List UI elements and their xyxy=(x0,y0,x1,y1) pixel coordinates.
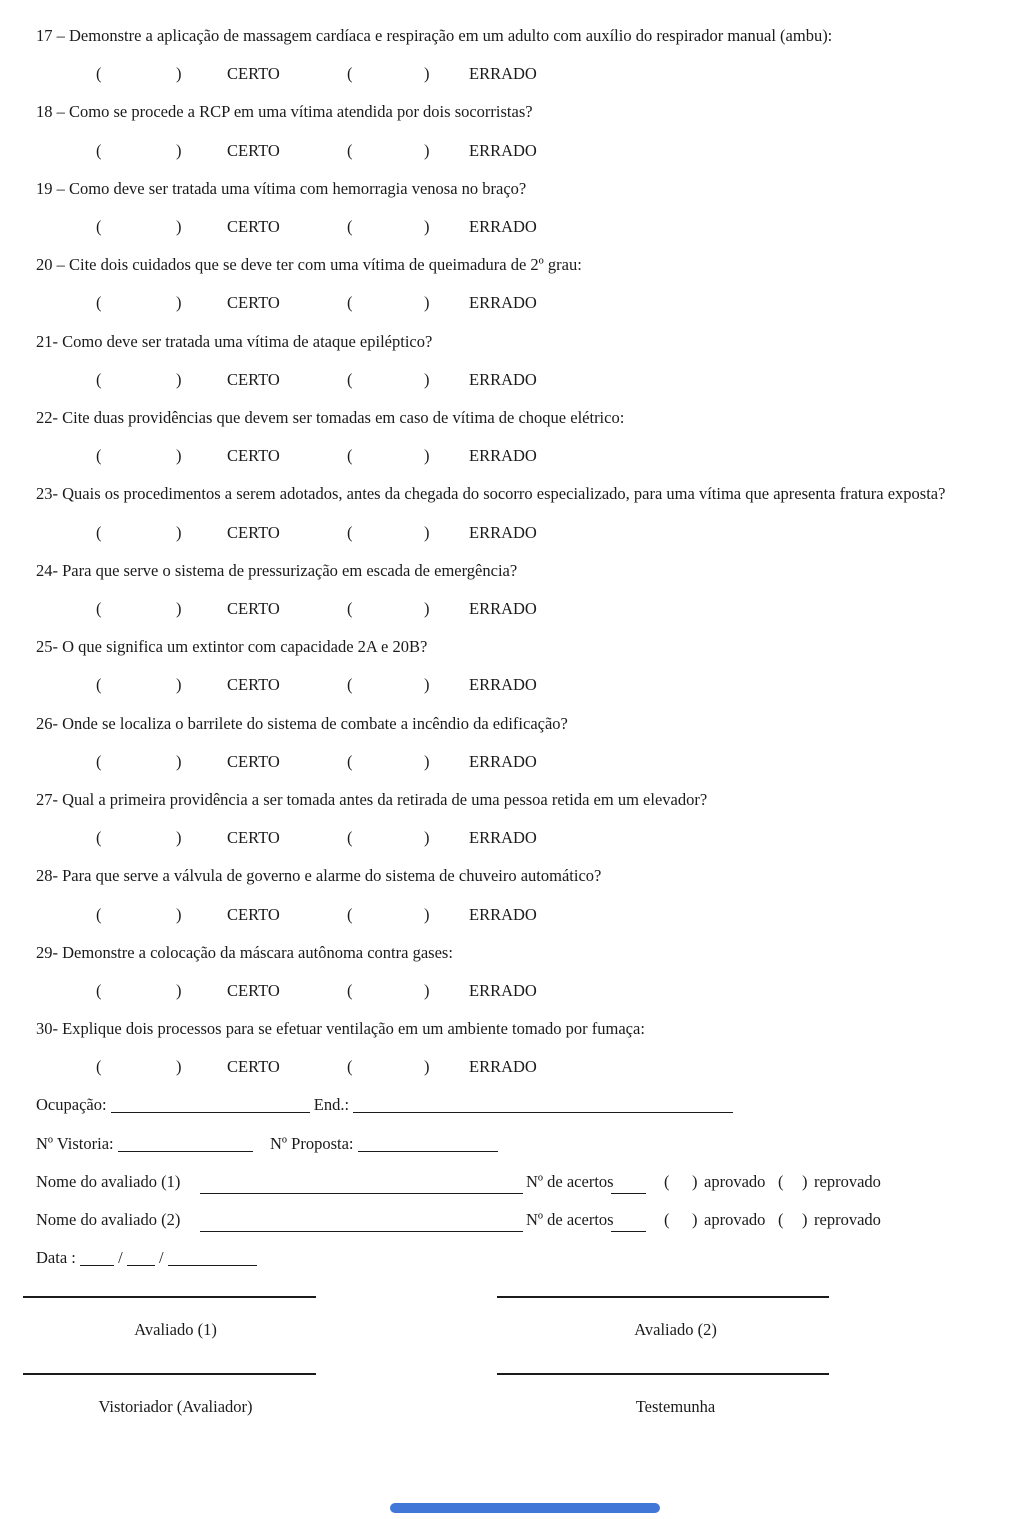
question-block xyxy=(36,93,1031,169)
avaliado2-reprovado-open-paren[interactable]: ( xyxy=(778,1210,784,1230)
answer-options-row xyxy=(36,819,1031,857)
errado-checkbox-close-paren[interactable]: ) xyxy=(424,64,430,84)
question-text: 27- Qual a primeira providência a ser tomada antes da retirada de uma pessoa retida em um elevador? xyxy=(36,789,708,809)
errado-label: ERRADO xyxy=(469,751,537,771)
signature-lines-row-1 xyxy=(36,1296,1031,1298)
answer-options-row xyxy=(36,743,1031,781)
avaliado2-signature-line[interactable] xyxy=(497,1296,829,1298)
question-text: 26- Onde se localiza o barrilete do sistema de combate a incêndio da edificação? xyxy=(36,713,568,733)
certo-label: CERTO xyxy=(227,751,280,771)
answer-options-row xyxy=(36,666,1031,704)
certo-checkbox-open-paren[interactable]: ( xyxy=(96,980,102,1000)
ocupacao-label: Ocupação: xyxy=(36,1095,107,1115)
errado-label: ERRADO xyxy=(469,522,537,542)
avaliado1-reprovado-close-paren[interactable]: ) xyxy=(802,1171,808,1191)
errado-checkbox-close-paren[interactable]: ) xyxy=(424,828,430,848)
certo-label: CERTO xyxy=(227,828,280,848)
avaliado2-reprovado-label: reprovado xyxy=(814,1210,881,1230)
spacer xyxy=(316,1396,497,1418)
errado-checkbox-close-paren[interactable]: ) xyxy=(424,751,430,771)
errado-label: ERRADO xyxy=(469,369,537,389)
errado-checkbox-close-paren[interactable]: ) xyxy=(424,675,430,695)
spacer xyxy=(316,1319,497,1341)
signature-lines-row-2 xyxy=(36,1373,1031,1375)
endereco-blank-line[interactable] xyxy=(353,1098,733,1113)
spacer xyxy=(316,1296,497,1298)
certo-checkbox-open-paren[interactable]: ( xyxy=(96,522,102,542)
answer-options-row xyxy=(36,361,1031,399)
question-block xyxy=(36,17,1031,93)
data-mes-blank-line[interactable] xyxy=(127,1251,155,1266)
certo-checkbox-open-paren[interactable]: ( xyxy=(96,675,102,695)
errado-checkbox-open-paren[interactable]: ( xyxy=(347,828,353,848)
errado-label: ERRADO xyxy=(469,828,537,848)
question-text: 17 – Demonstre a aplicação de massagem cardíaca e respiração em um adulto com auxílio do respirador manual (ambu): xyxy=(36,26,833,45)
errado-checkbox-open-paren[interactable]: ( xyxy=(347,64,353,84)
errado-checkbox-open-paren[interactable]: ( xyxy=(347,904,353,924)
errado-checkbox-close-paren[interactable]: ) xyxy=(424,293,430,313)
certo-checkbox-close-paren[interactable]: ) xyxy=(176,598,182,618)
question-text: 25- O que significa um extintor com capacidade 2A e 20B? xyxy=(36,637,428,657)
avaliado2-aprovado-close-paren[interactable]: ) xyxy=(692,1210,698,1230)
certo-checkbox-open-paren[interactable]: ( xyxy=(96,293,102,313)
question-text: 30- Explique dois processos para se efetuar ventilação em um ambiente tomado por fumaça: xyxy=(36,1019,645,1039)
signature-labels-row-2 xyxy=(36,1396,1031,1418)
answer-options-row xyxy=(36,514,1031,552)
errado-label: ERRADO xyxy=(469,293,537,313)
question-text: 19 – Como deve ser tratada uma vítima com hemorragia venosa no braço? xyxy=(36,178,527,198)
certo-checkbox-open-paren[interactable]: ( xyxy=(96,1057,102,1077)
data-dia-blank-line[interactable] xyxy=(80,1251,114,1266)
question-block xyxy=(36,475,1031,551)
errado-label: ERRADO xyxy=(469,980,537,1000)
question-block xyxy=(36,1010,1031,1086)
avaliado1-reprovado-open-paren[interactable]: ( xyxy=(778,1171,784,1191)
certo-label: CERTO xyxy=(227,980,280,1000)
errado-checkbox-close-paren[interactable]: ) xyxy=(424,522,430,542)
horizontal-scrollbar-thumb[interactable] xyxy=(390,1503,660,1513)
questions-list xyxy=(36,17,1031,1086)
question-block xyxy=(36,399,1031,475)
answer-options-row xyxy=(36,1048,1031,1086)
errado-checkbox-close-paren[interactable]: ) xyxy=(424,369,430,389)
errado-label: ERRADO xyxy=(469,675,537,695)
certo-label: CERTO xyxy=(227,904,280,924)
avaliado1-acertos-label: Nº de acertos xyxy=(526,1171,614,1191)
avaliado1-nome-blank-line[interactable] xyxy=(200,1168,523,1194)
certo-checkbox-close-paren[interactable]: ) xyxy=(176,1057,182,1077)
certo-checkbox-close-paren[interactable]: ) xyxy=(176,216,182,236)
answer-options-row xyxy=(36,437,1031,475)
certo-label: CERTO xyxy=(227,1057,280,1077)
errado-checkbox-close-paren[interactable]: ) xyxy=(424,446,430,466)
certo-checkbox-open-paren[interactable]: ( xyxy=(96,216,102,236)
errado-label: ERRADO xyxy=(469,598,537,618)
vistoria-blank-line[interactable] xyxy=(118,1137,253,1152)
answer-options-row xyxy=(36,972,1031,1010)
spacer xyxy=(316,1373,497,1375)
vistoria-label: Nº Vistoria: xyxy=(36,1133,114,1153)
errado-label: ERRADO xyxy=(469,904,537,924)
avaliado2-acertos-label: Nº de acertos xyxy=(526,1210,614,1230)
avaliado2-acertos-blank-line[interactable] xyxy=(611,1206,646,1232)
question-text: 20 – Cite dois cuidados que se deve ter com uma vítima de queimadura de 2º grau: xyxy=(36,255,582,275)
errado-checkbox-open-paren[interactable]: ( xyxy=(347,446,353,466)
certo-label: CERTO xyxy=(227,64,280,84)
signature-labels-row-1 xyxy=(36,1319,1031,1341)
data-label: Data : xyxy=(36,1248,76,1268)
question-block xyxy=(36,246,1031,322)
answer-options-row xyxy=(36,590,1031,628)
avaliado1-signature-label: Avaliado (1) xyxy=(134,1320,217,1340)
errado-label: ERRADO xyxy=(469,1057,537,1077)
errado-checkbox-close-paren[interactable]: ) xyxy=(424,980,430,1000)
errado-checkbox-open-paren[interactable]: ( xyxy=(347,675,353,695)
errado-checkbox-close-paren[interactable]: ) xyxy=(424,216,430,236)
certo-checkbox-open-paren[interactable]: ( xyxy=(96,904,102,924)
avaliado1-signature-line[interactable] xyxy=(23,1296,316,1298)
certo-checkbox-open-paren[interactable]: ( xyxy=(96,598,102,618)
errado-label: ERRADO xyxy=(469,446,537,466)
endereco-label: End.: xyxy=(313,1095,350,1115)
certo-label: CERTO xyxy=(227,598,280,618)
errado-checkbox-close-paren[interactable]: ) xyxy=(424,140,430,160)
avaliado1-acertos-blank-line[interactable] xyxy=(611,1168,646,1194)
avaliado1-aprovado-label: aprovado xyxy=(704,1171,766,1191)
vistoriador-signature-line[interactable] xyxy=(23,1373,316,1375)
certo-checkbox-open-paren[interactable]: ( xyxy=(96,140,102,160)
avaliado2-aprovado-open-paren[interactable]: ( xyxy=(664,1210,670,1230)
question-block xyxy=(36,628,1031,704)
certo-checkbox-close-paren[interactable]: ) xyxy=(176,522,182,542)
data-row xyxy=(36,1239,1031,1277)
certo-checkbox-open-paren[interactable]: ( xyxy=(96,64,102,84)
certo-label: CERTO xyxy=(227,522,280,542)
avaliado2-nome-blank-line[interactable] xyxy=(200,1206,523,1232)
data-slash: / xyxy=(158,1248,164,1268)
proposta-label: Nº Proposta: xyxy=(270,1133,354,1153)
errado-checkbox-open-paren[interactable]: ( xyxy=(347,751,353,771)
certo-checkbox-close-paren[interactable]: ) xyxy=(176,980,182,1000)
certo-checkbox-close-paren[interactable]: ) xyxy=(176,369,182,389)
vistoriador-signature-label: Vistoriador (Avaliador) xyxy=(98,1397,253,1417)
certo-checkbox-open-paren[interactable]: ( xyxy=(96,828,102,848)
avaliado1-reprovado-label: reprovado xyxy=(814,1171,881,1191)
certo-label: CERTO xyxy=(227,675,280,695)
question-text: 21- Como deve ser tratada uma vítima de ataque epiléptico? xyxy=(36,331,433,351)
errado-checkbox-open-paren[interactable]: ( xyxy=(347,369,353,389)
avaliado2-signature-label: Avaliado (2) xyxy=(634,1320,717,1340)
avaliado2-aprovado-label: aprovado xyxy=(704,1210,766,1230)
avaliado2-reprovado-close-paren[interactable]: ) xyxy=(802,1210,808,1230)
testemunha-signature-line[interactable] xyxy=(497,1373,829,1375)
avaliado2-nome-label: Nome do avaliado (2) xyxy=(36,1210,181,1230)
testemunha-signature-label: Testemunha xyxy=(635,1397,716,1417)
avaliado1-nome-label: Nome do avaliado (1) xyxy=(36,1171,181,1191)
question-text: 18 – Como se procede a RCP em uma vítima atendida por dois socorristas? xyxy=(36,102,533,122)
errado-checkbox-close-paren[interactable]: ) xyxy=(424,598,430,618)
errado-checkbox-open-paren[interactable]: ( xyxy=(347,140,353,160)
question-block xyxy=(36,781,1031,857)
certo-checkbox-close-paren[interactable]: ) xyxy=(176,675,182,695)
certo-checkbox-open-paren[interactable]: ( xyxy=(96,446,102,466)
certo-label: CERTO xyxy=(227,369,280,389)
question-block xyxy=(36,323,1031,399)
errado-checkbox-open-paren[interactable]: ( xyxy=(347,980,353,1000)
answer-options-row xyxy=(36,284,1031,322)
errado-checkbox-close-paren[interactable]: ) xyxy=(424,904,430,924)
errado-checkbox-open-paren[interactable]: ( xyxy=(347,522,353,542)
ocupacao-row xyxy=(36,1086,1031,1124)
certo-checkbox-open-paren[interactable]: ( xyxy=(96,369,102,389)
answer-options-row xyxy=(36,55,1031,93)
question-text: 28- Para que serve a válvula de governo e alarme do sistema de chuveiro automático? xyxy=(36,866,602,886)
data-ano-blank-line[interactable] xyxy=(168,1251,257,1266)
avaliado2-row xyxy=(36,1201,1031,1239)
errado-checkbox-open-paren[interactable]: ( xyxy=(347,1057,353,1077)
question-text: 29- Demonstre a colocação da máscara autônoma contra gases: xyxy=(36,942,453,962)
certo-checkbox-close-paren[interactable]: ) xyxy=(176,751,182,771)
certo-label: CERTO xyxy=(227,216,280,236)
answer-options-row xyxy=(36,208,1031,246)
certo-label: CERTO xyxy=(227,293,280,313)
certo-checkbox-open-paren[interactable]: ( xyxy=(96,751,102,771)
errado-checkbox-close-paren[interactable]: ) xyxy=(424,1057,430,1077)
avaliado1-aprovado-open-paren[interactable]: ( xyxy=(664,1171,670,1191)
certo-label: CERTO xyxy=(227,446,280,466)
errado-checkbox-open-paren[interactable]: ( xyxy=(347,598,353,618)
certo-checkbox-close-paren[interactable]: ) xyxy=(176,140,182,160)
proposta-blank-line[interactable] xyxy=(358,1137,498,1152)
vistoria-proposta-row xyxy=(36,1125,1031,1163)
errado-checkbox-open-paren[interactable]: ( xyxy=(347,293,353,313)
certo-checkbox-close-paren[interactable]: ) xyxy=(176,64,182,84)
answer-options-row xyxy=(36,896,1031,934)
certo-checkbox-close-paren[interactable]: ) xyxy=(176,446,182,466)
question-text: 24- Para que serve o sistema de pressurização em escada de emergência? xyxy=(36,560,518,580)
question-block xyxy=(36,552,1031,628)
question-block xyxy=(36,934,1031,1010)
errado-label: ERRADO xyxy=(469,216,537,236)
question-block xyxy=(36,170,1031,246)
errado-label: ERRADO xyxy=(469,64,537,84)
question-block xyxy=(36,705,1031,781)
certo-checkbox-close-paren[interactable]: ) xyxy=(176,828,182,848)
question-block xyxy=(36,857,1031,933)
certo-checkbox-close-paren[interactable]: ) xyxy=(176,904,182,924)
question-text: 22- Cite duas providências que devem ser tomadas em caso de vítima de choque elétrico: xyxy=(36,407,625,427)
errado-checkbox-open-paren[interactable]: ( xyxy=(347,216,353,236)
certo-checkbox-close-paren[interactable]: ) xyxy=(176,293,182,313)
certo-label: CERTO xyxy=(227,140,280,160)
answer-options-row xyxy=(36,132,1031,170)
errado-label: ERRADO xyxy=(469,140,537,160)
avaliado1-row xyxy=(36,1163,1031,1201)
ocupacao-blank-line[interactable] xyxy=(111,1098,310,1113)
question-text: 23- Quais os procedimentos a serem adotados, antes da chegada do socorro especializado, para uma vítima que apresenta fratura exposta? xyxy=(36,484,946,504)
data-slash: / xyxy=(118,1248,123,1268)
avaliado1-aprovado-close-paren[interactable]: ) xyxy=(692,1171,698,1191)
